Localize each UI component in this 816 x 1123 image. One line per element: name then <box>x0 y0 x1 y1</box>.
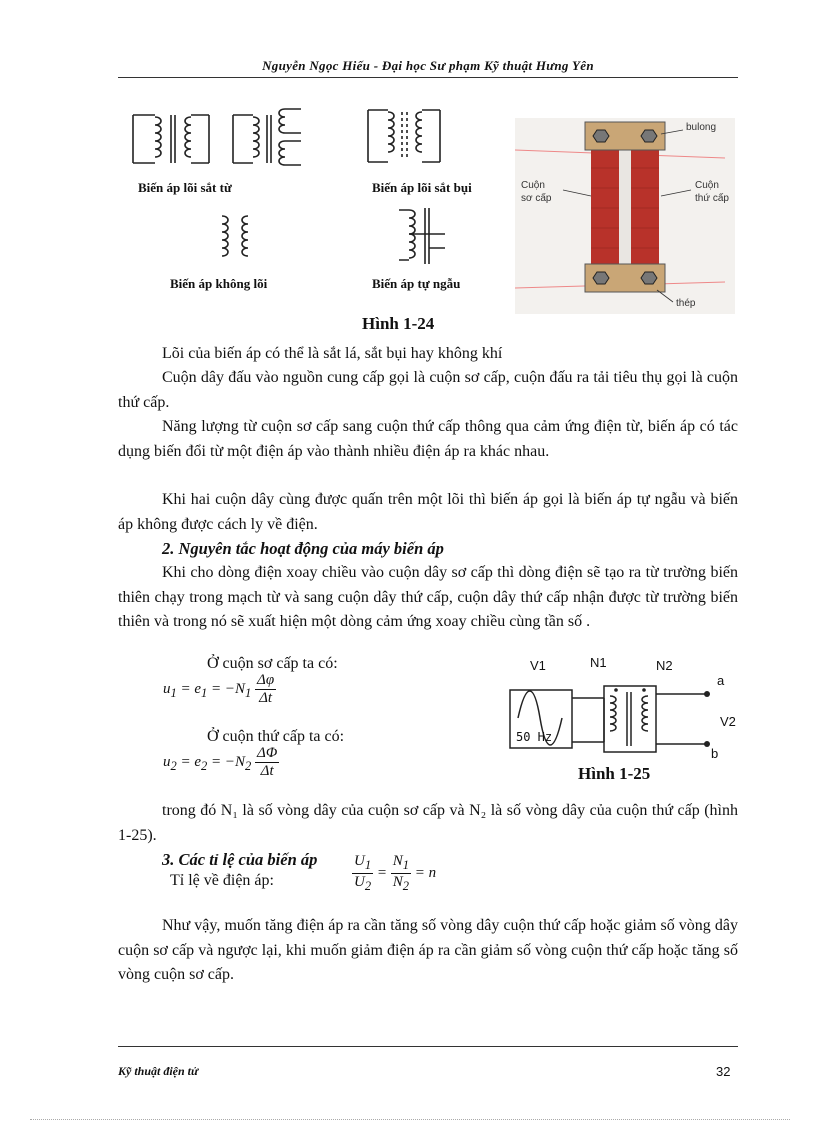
paragraph-conclusion: Như vậy, muốn tăng điện áp ra cần tăng số vòng dây cuộn thứ cấp hoặc giảm số vòng dây cuộn sơ cấp và ngược lại, khi muốn giảm điện áp ra cần giảm số vòng cuộn thứ cấp hoặc tăng số vòng cuộn sơ cấp. <box>118 917 738 983</box>
header-rule <box>118 77 738 78</box>
equation-primary: $u_1 = e_1 = -N_1$ $\frac{\Delta\varphi}{\Delta t}$ <box>163 672 275 706</box>
paragraph-principle: Khi cho dòng điện xoay chiều vào cuộn dây sơ cấp thì dòng điện sẽ tạo ra từ trường biến thiên chạy trong mạch từ và sang cuộn dây thứ cấp, cuộn dây thứ cấp nhận được từ trường biến thiên và trong nó sẽ xuất hiện một dòng cảm ứng xoay chiều cùng tần số . <box>118 564 738 630</box>
symbol-iron-core <box>125 103 310 173</box>
paragraph-primary-secondary: Cuộn dây đấu vào nguồn cung cấp gọi là cuộn sơ cấp, cuộn đấu ra tải tiêu thụ gọi là cuộn thứ cấp. <box>118 369 738 411</box>
symbol-dust-core <box>360 100 450 172</box>
footer-title: Kỹ thuật điện tử <box>118 1064 199 1078</box>
label-dust-core: Biến áp lõi sắt bụi <box>372 180 472 195</box>
label-auto-transformer: Biến áp tự ngẫu <box>372 276 461 291</box>
footer-rule <box>118 1046 738 1047</box>
circuit-label-v1: V1 <box>530 658 546 673</box>
paragraph-energy-transfer: Năng lượng từ cuộn sơ cấp sang cuộn thứ cấp thông qua cảm ứng điện từ, biến áp có tác dụng biến đổi từ một điện áp vào thành nhiều điện áp ra khác nhau. <box>118 418 738 460</box>
figure-caption-1-25: Hình 1-25 <box>578 764 651 783</box>
circuit-label-b: b <box>711 746 719 761</box>
photo-label-steel: thép <box>676 298 696 309</box>
page-number: 32 <box>716 1064 731 1079</box>
section-heading-principle: 2. Nguyên tắc hoạt động của máy biến áp <box>162 539 444 558</box>
equation-secondary: $u_2 = e_2 = -N_2$ $\frac{\Delta\Phi}{\Delta t}$ <box>163 745 278 779</box>
paragraph-core-types: Lõi của biến áp có thể là sắt lá, sắt bụi hay không khí <box>162 345 503 362</box>
section-heading-ratios: 3. Các tỉ lệ của biến áp <box>162 850 318 869</box>
paragraph-auto-transformer: Khi hai cuộn dây cùng được quấn trên một lõi thì biến áp gọi là biến áp tự ngẫu và biến áp không được cách ly về điện. <box>118 491 738 533</box>
photo-label-primary-1: Cuộn <box>521 180 545 191</box>
page-header: Nguyễn Ngọc Hiếu - Đại học Sư phạm Kỹ thuật Hưng Yên <box>262 58 594 73</box>
transformer-circuit <box>500 672 740 768</box>
symbol-air-core <box>210 208 260 270</box>
eq1-label: Ở cuộn sơ cấp ta có: <box>207 655 338 672</box>
photo-label-bolt: bulong <box>686 122 717 133</box>
photo-label-secondary-2: thứ cấp <box>695 193 729 204</box>
circuit-label-v2: V2 <box>720 714 736 729</box>
circuit-label-n1: N1 <box>590 655 607 670</box>
circuit-label-n2: N2 <box>656 658 673 673</box>
figure-caption-1-24: Hình 1-24 <box>362 314 435 333</box>
ratio-label: Tỉ lệ về điện áp: <box>170 872 274 889</box>
circuit-label-a: a <box>717 673 725 688</box>
label-iron-core: Biến áp lõi sắt từ <box>138 180 232 195</box>
source-freq-label: 50 Hz <box>516 730 553 744</box>
label-air-core: Biến áp không lõi <box>170 276 268 291</box>
symbol-auto-transformer <box>395 204 455 270</box>
equation-voltage-ratio: $\frac{U_1}{U_2}$ = $\frac{N_1}{N_2}$ = n <box>354 853 437 893</box>
bottom-dotted-line <box>30 1119 790 1120</box>
eq2-label: Ở cuộn thứ cấp ta có: <box>207 728 345 745</box>
paragraph-turns-definition: trong đó N₁ là số vòng dây của cuộn sơ cấp và N₂ là số vòng dây của cuộn thứ cấp (hình 1-25). <box>118 802 738 844</box>
photo-label-secondary-1: Cuộn <box>695 180 719 191</box>
transformer-photo <box>515 118 735 314</box>
photo-label-primary-2: sơ cấp <box>521 193 552 204</box>
